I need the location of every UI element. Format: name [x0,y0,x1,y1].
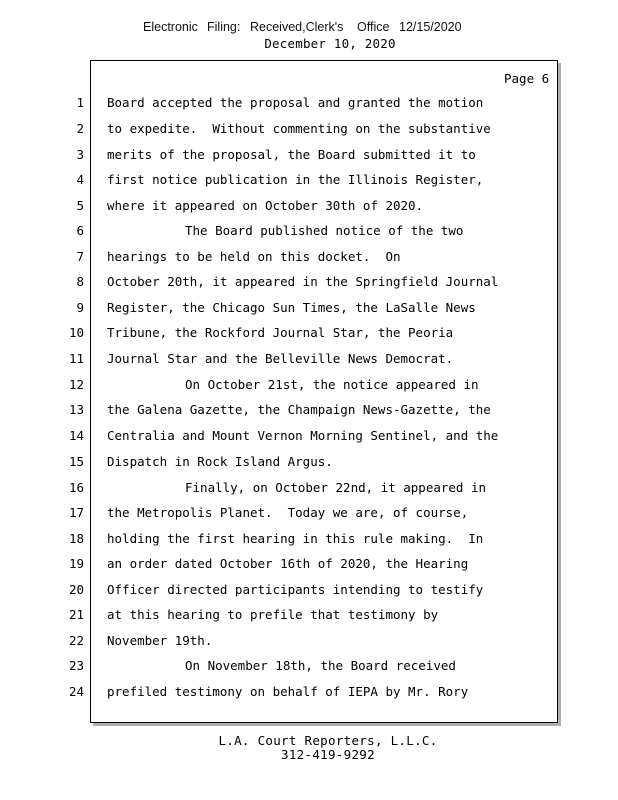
line-number: 10 [68,325,84,340]
transcript-line [0,454,600,474]
transcript-line [0,531,600,551]
page-number: Page 6 [504,71,550,86]
line-text: Centralia and Mount Vernon Morning Sentinel, and the [107,428,499,443]
transcript-line [0,95,600,115]
line-text: at this hearing to prefile that testimony by [107,607,439,622]
line-text: holding the first hearing in this rule making. In [107,531,484,546]
line-text: first notice publication in the Illinois Register, [107,172,484,187]
transcript-line [0,402,600,422]
line-number: 1 [76,95,84,110]
transcript-line [0,658,600,678]
line-text: October 20th, it appeared in the Springfield Journal [107,274,499,289]
transcript-line [0,300,600,320]
transcript-line [0,556,600,576]
transcript-line [0,377,600,397]
line-number: 19 [68,556,84,571]
line-text: Dispatch in Rock Island Argus. [107,454,333,469]
transcript-line [0,633,600,653]
line-number: 17 [68,505,84,520]
transcript-line [0,351,600,371]
footer-phone: 312-419-9292 [281,747,375,762]
line-text: merits of the proposal, the Board submitted it to [107,147,476,162]
filing-word-received: Received,Clerk's [250,20,344,34]
line-number: 7 [76,249,84,264]
line-number: 5 [76,198,84,213]
line-text: On November 18th, the Board received [185,658,456,673]
transcript-line [0,480,600,500]
transcript-line [0,325,600,345]
line-text: Officer directed participants intending to testify [107,582,484,597]
filing-word-office: Office [357,20,390,34]
line-number: 8 [76,274,84,289]
line-number: 14 [68,428,84,443]
transcript-line [0,607,600,627]
line-text: On October 21st, the notice appeared in [185,377,479,392]
filing-word-filing: Filing: [207,20,241,34]
line-text: to expedite. Without commenting on the substantive [107,121,491,136]
transcript-line [0,274,600,294]
footer-company: L.A. Court Reporters, L.L.C. [218,733,438,748]
line-number: 3 [76,147,84,162]
line-number: 22 [68,633,84,648]
line-number: 23 [68,658,84,673]
line-number: 24 [68,684,84,699]
filing-word-electronic: Electronic [143,20,198,34]
line-number: 21 [68,607,84,622]
line-text: an order dated October 16th of 2020, the Hearing [107,556,469,571]
line-text: hearings to be held on this docket. On [107,249,401,264]
line-number: 18 [68,531,84,546]
line-number: 16 [68,480,84,495]
transcript-line [0,684,600,704]
transcript-date: December 10, 2020 [264,36,396,51]
line-text: Finally, on October 22nd, it appeared in [185,480,487,495]
transcript-line [0,249,600,269]
transcript-line [0,198,600,218]
transcript-line [0,223,600,243]
transcript-line [0,147,600,167]
filing-stamp [0,20,618,36]
transcript-line [0,582,600,602]
line-number: 20 [68,582,84,597]
line-text: where it appeared on October 30th of 2020. [107,198,424,213]
line-text: The Board published notice of the two [185,223,464,238]
line-number: 9 [76,300,84,315]
transcript-line [0,172,600,192]
line-text: Tribune, the Rockford Journal Star, the Peoria [107,325,454,340]
line-text: November 19th. [107,633,213,648]
line-number: 2 [76,121,84,136]
line-number: 15 [68,454,84,469]
line-text: Journal Star and the Belleville News Democrat. [107,351,454,366]
line-number: 6 [76,223,84,238]
line-number: 4 [76,172,84,187]
transcript-line [0,505,600,525]
line-text: the Metropolis Planet. Today we are, of course, [107,505,469,520]
line-number: 11 [68,351,84,366]
line-text: Board accepted the proposal and granted the motion [107,95,484,110]
line-number: 12 [68,377,84,392]
line-text: Register, the Chicago Sun Times, the LaSalle News [107,300,476,315]
filing-date: 12/15/2020 [399,20,462,34]
line-number: 13 [68,402,84,417]
line-text: the Galena Gazette, the Champaign News-Gazette, the [107,402,491,417]
line-text: prefiled testimony on behalf of IEPA by Mr. Rory [107,684,469,699]
transcript-line [0,428,600,448]
transcript-line [0,121,600,141]
